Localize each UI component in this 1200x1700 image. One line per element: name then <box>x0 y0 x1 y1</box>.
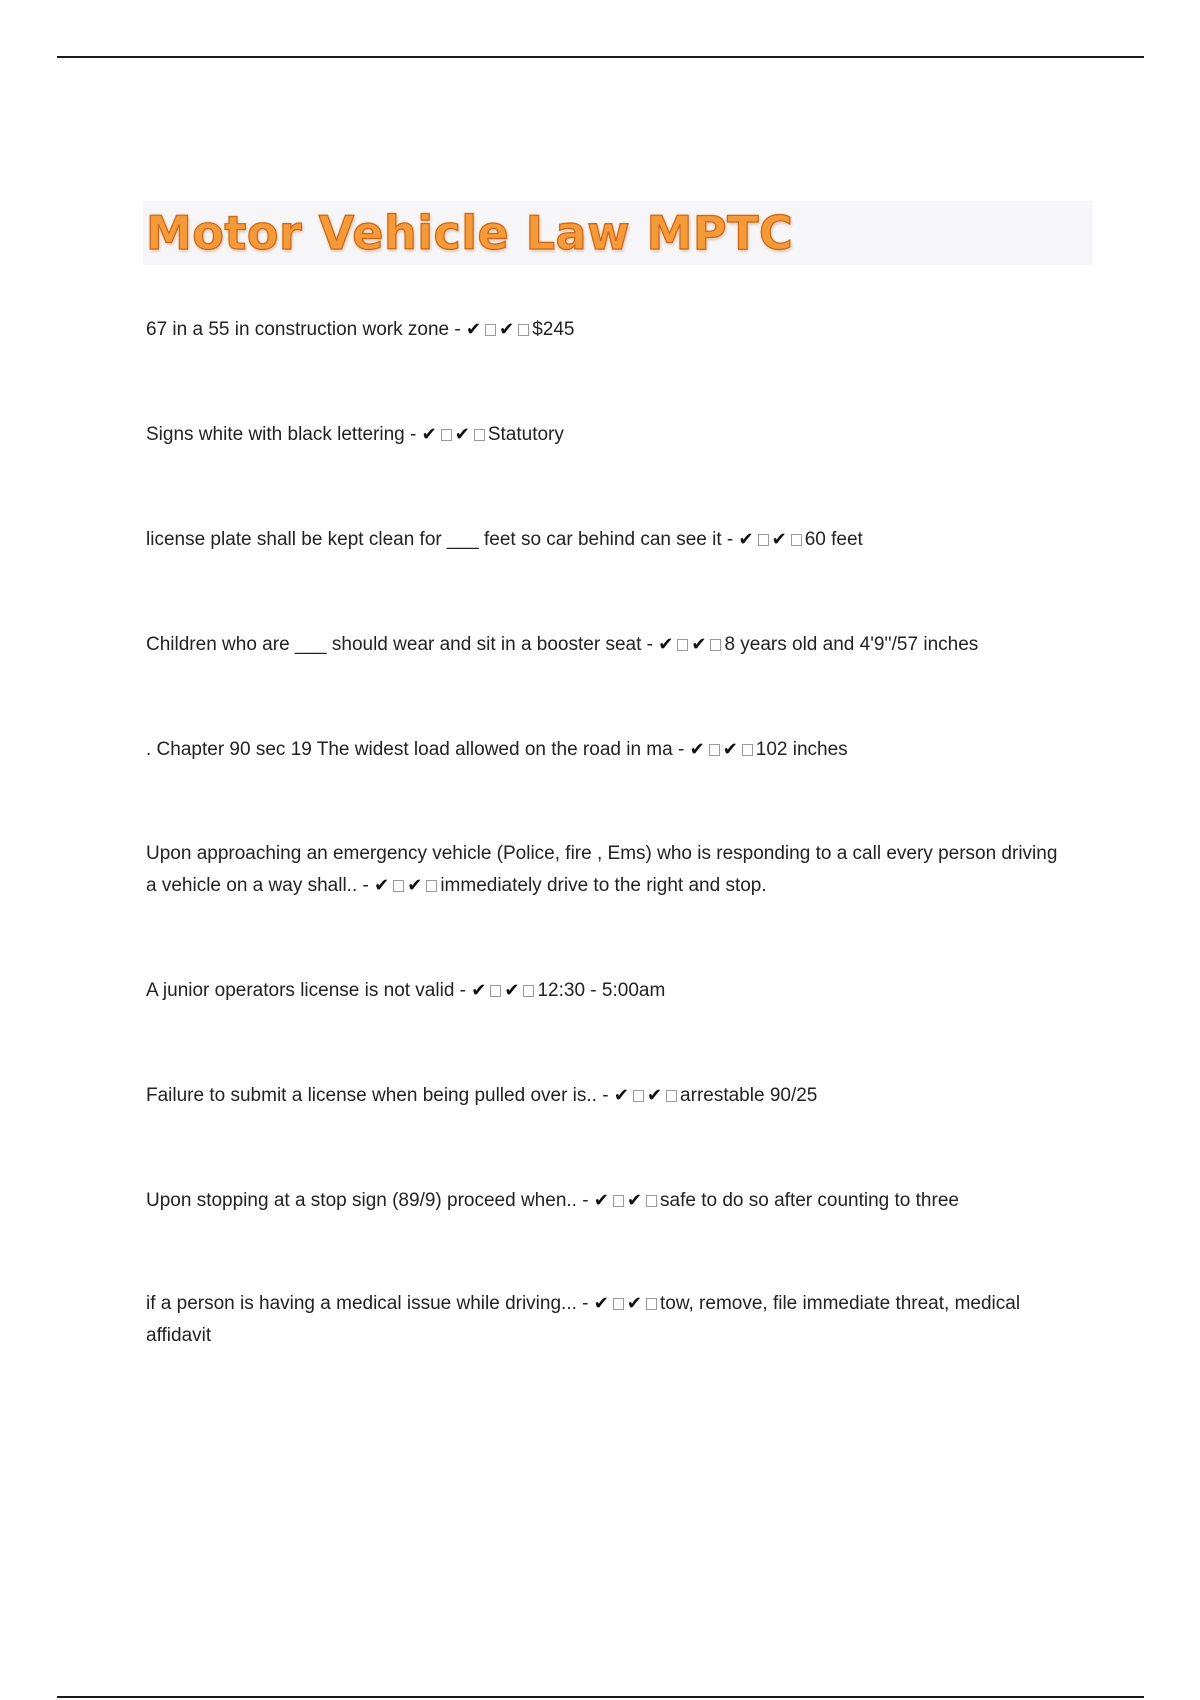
check-icon: ✔ <box>421 424 437 445</box>
check-icon: ✔ <box>613 1085 629 1106</box>
flashcard <box>146 314 1066 346</box>
flashcard <box>146 1288 1066 1352</box>
box-icon <box>393 880 404 892</box>
flashcard-term: Upon stopping at a stop sign (89/9) proceed when.. <box>146 1190 577 1211</box>
separator: - <box>596 1085 614 1106</box>
box-icon <box>426 880 437 892</box>
flashcard <box>146 419 1066 451</box>
flashcard-term: . Chapter 90 sec 19 The widest load allowed on the road in ma <box>146 739 673 760</box>
flashcard-answer: Statutory <box>487 424 564 445</box>
check-icon: ✔ <box>374 875 390 896</box>
box-icon <box>646 1195 657 1207</box>
check-icon: ✔ <box>504 980 520 1001</box>
flashcard <box>146 1080 1066 1112</box>
check-icon: ✔ <box>691 634 707 655</box>
document-title: Motor Vehicle Law MPTC <box>146 206 794 260</box>
check-icon: ✔ <box>499 319 515 340</box>
box-icon <box>677 639 688 651</box>
flashcard <box>146 629 1066 661</box>
box-icon <box>613 1195 624 1207</box>
flashcard-term: 67 in a 55 in construction work zone <box>146 319 450 340</box>
flashcard-term: if a person is having a medical issue while driving... <box>146 1293 577 1314</box>
separator: - <box>449 319 467 340</box>
flashcard-answer: 102 inches <box>755 739 848 760</box>
flashcard-answer: 8 years old and 4'9''/57 inches <box>724 634 979 655</box>
flashcard-answer: 60 feet <box>804 529 863 550</box>
box-icon <box>523 985 534 997</box>
footer-rule <box>57 1696 1144 1698</box>
flashcard-answer: $245 <box>532 319 575 340</box>
separator: - <box>576 1190 594 1211</box>
separator: - <box>404 424 422 445</box>
box-icon <box>791 534 802 546</box>
box-icon <box>646 1298 657 1310</box>
box-icon <box>758 534 769 546</box>
check-icon: ✔ <box>646 1085 663 1106</box>
box-icon <box>441 429 452 441</box>
box-icon <box>485 324 496 336</box>
flashcard <box>146 1185 1066 1217</box>
flashcard-answer: tow, remove, file immediate threat, medical affidavit <box>146 1293 1021 1346</box>
header-rule <box>57 56 1144 58</box>
check-icon: ✔ <box>722 739 738 760</box>
flashcard <box>146 975 1066 1007</box>
check-icon: ✔ <box>626 1190 643 1211</box>
flashcard-term: Signs white with black lettering <box>146 424 405 445</box>
check-icon: ✔ <box>593 1293 609 1314</box>
box-icon <box>710 639 721 651</box>
check-icon: ✔ <box>466 319 482 340</box>
check-icon: ✔ <box>626 1293 642 1314</box>
box-icon <box>709 744 720 756</box>
flashcard <box>146 734 1066 766</box>
separator: - <box>576 1293 594 1314</box>
flashcard-answer: arrestable 90/25 <box>680 1085 818 1106</box>
flashcard-answer: safe to do so after counting to three <box>660 1190 959 1211</box>
flashcard <box>146 524 1066 556</box>
flashcard-answer: immediately drive to the right and stop. <box>440 875 767 896</box>
flashcard-term: license plate shall be kept clean for ___ feet so car behind can see it <box>146 529 722 550</box>
separator: - <box>357 875 375 896</box>
check-icon: ✔ <box>407 875 423 896</box>
flashcard <box>146 838 1066 902</box>
box-icon <box>666 1090 677 1102</box>
box-icon <box>518 324 529 336</box>
check-icon: ✔ <box>454 424 470 445</box>
separator: - <box>721 529 739 550</box>
box-icon <box>613 1298 624 1310</box>
check-icon: ✔ <box>471 980 487 1001</box>
separator: - <box>672 739 690 760</box>
check-icon: ✔ <box>771 529 787 550</box>
flashcard-answer: 12:30 - 5:00am <box>537 980 666 1001</box>
box-icon <box>490 985 501 997</box>
flashcard-term: A junior operators license is not valid <box>146 980 455 1001</box>
box-icon <box>474 429 485 441</box>
flashcard-term: Failure to submit a license when being pulled over is.. <box>146 1085 597 1106</box>
flashcard-term: Children who are ___ should wear and sit in a booster seat <box>146 634 642 655</box>
check-icon: ✔ <box>738 529 754 550</box>
check-icon: ✔ <box>658 634 674 655</box>
flashcard-term: Upon approaching an emergency vehicle (Police, fire , Ems) who is responding to a call every person driving a vehicle on a way shall.. <box>146 843 1058 896</box>
box-icon <box>633 1090 644 1102</box>
check-icon: ✔ <box>593 1190 609 1211</box>
separator: - <box>454 980 472 1001</box>
check-icon: ✔ <box>689 739 705 760</box>
box-icon <box>742 744 753 756</box>
separator: - <box>641 634 659 655</box>
